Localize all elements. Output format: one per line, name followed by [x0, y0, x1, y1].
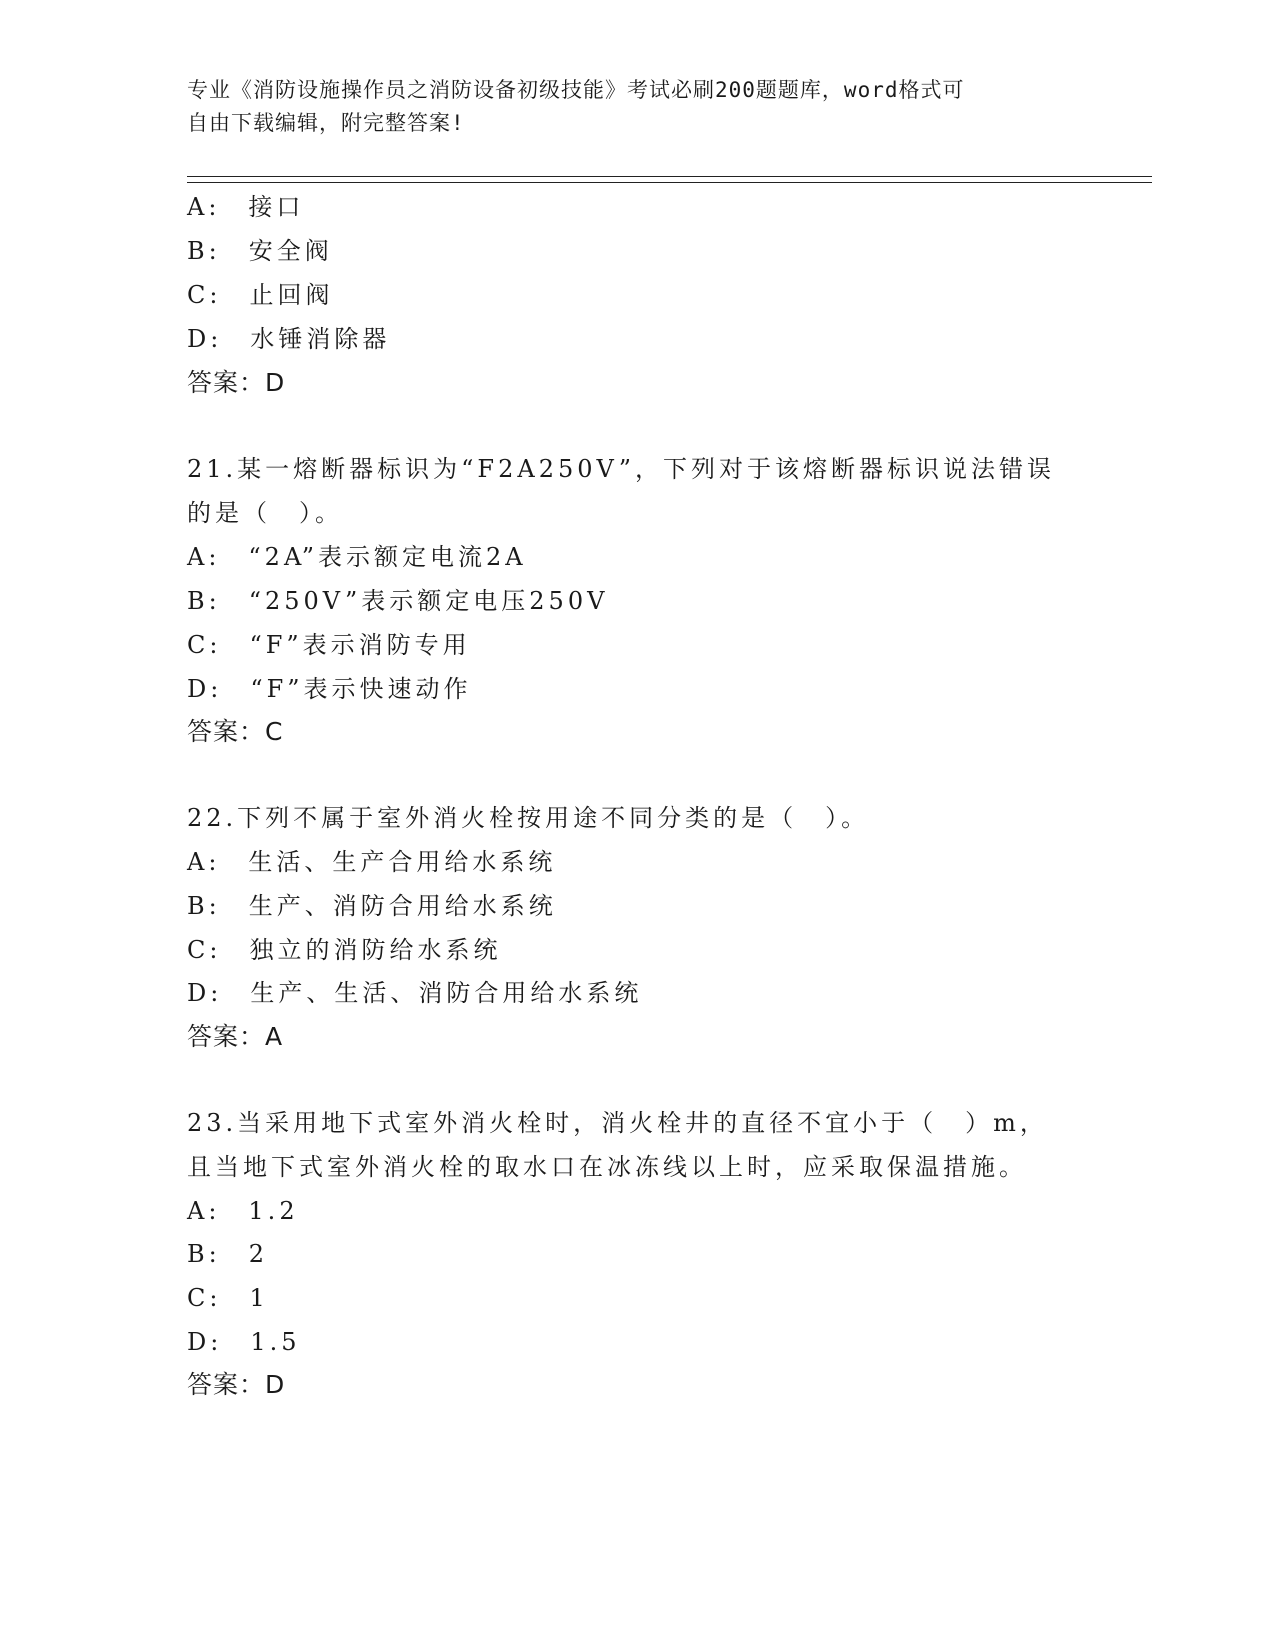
q23-option-d: D: 1.5 [187, 1328, 301, 1356]
q22-stem-line-1: 22.下列不属于室外消火栓按用途不同分类的是（ ）。 [187, 804, 870, 832]
q22-answer: 答案：A [187, 1022, 284, 1051]
q22-option-c: C: 独立的消防给水系统 [187, 936, 502, 964]
q20-option-c: C: 止回阀 [187, 281, 334, 309]
q22-option-a: A: 生活、生产合用给水系统 [187, 848, 557, 876]
q21-option-c: C: “F”表示消防专用 [187, 631, 471, 659]
q21-stem-line-2: 的是（ ）。 [187, 499, 343, 527]
document-header [187, 74, 1067, 140]
q21-stem-line-1: 21.某一熔断器标识为“F2A250V”，下列对于该熔断器标识说法错误 [187, 455, 1055, 483]
q23-answer: 答案：D [187, 1370, 286, 1399]
q23-option-a: A: 1.2 [187, 1197, 299, 1225]
q23-option-b: B: 2 [187, 1240, 268, 1268]
header-line-2: 自由下载编辑，附完整答案! [187, 111, 465, 135]
q23-stem-line-2: 且当地下式室外消火栓的取水口在冰冻线以上时，应采取保温措施。 [187, 1153, 1027, 1181]
q20-option-a: A: 接口 [187, 193, 305, 221]
q21-option-a: A: “2A”表示额定电流2A [187, 543, 527, 571]
q20-answer: 答案：D [187, 368, 286, 397]
q23-stem-line-1: 23.当采用地下式室外消火栓时，消火栓井的直径不宜小于（ ）m， [187, 1109, 1048, 1137]
q23-option-c: C: 1 [187, 1284, 269, 1312]
header-line-1: 专业《消防设施操作员之消防设备初级技能》考试必刷200题题库，word格式可 [187, 78, 965, 102]
q20-option-b: B: 安全阀 [187, 237, 333, 265]
q21-answer: 答案：C [187, 717, 284, 746]
header-divider-top [187, 176, 1152, 177]
q22-option-d: D: 生产、生活、消防合用给水系统 [187, 979, 643, 1007]
header-divider-bottom [187, 182, 1152, 183]
q21-option-d: D: “F”表示快速动作 [187, 675, 472, 703]
q20-option-d: D: 水锤消除器 [187, 325, 391, 353]
q22-option-b: B: 生产、消防合用给水系统 [187, 892, 557, 920]
q21-option-b: B: “250V”表示额定电压250V [187, 587, 609, 615]
